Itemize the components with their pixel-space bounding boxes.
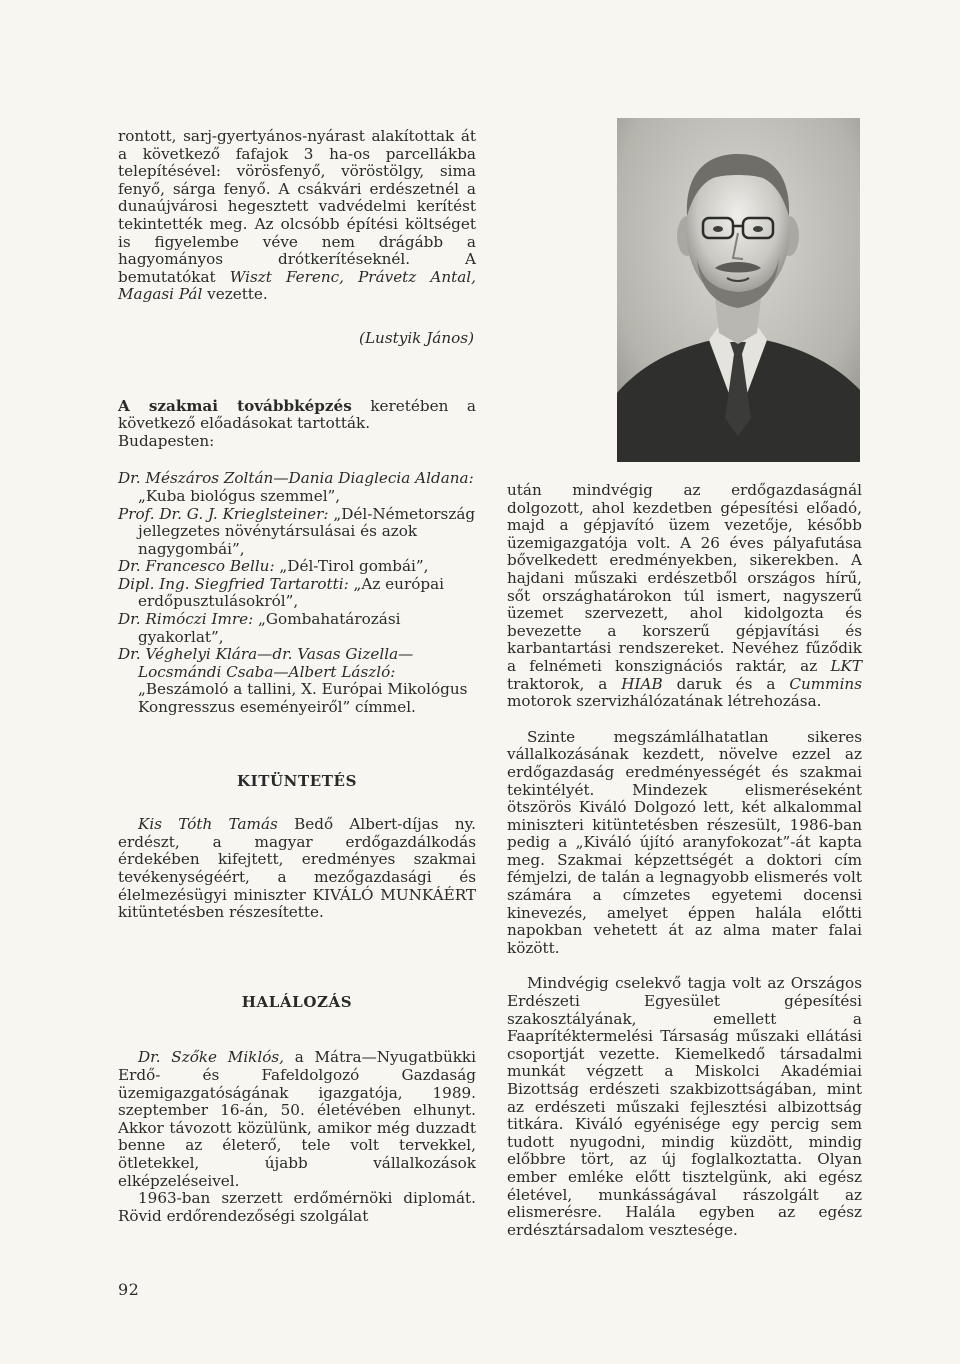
lecture-item [118,558,476,576]
presenter-names: Wiszt Ferenc, Právetz Antal, Magasi Pál [118,267,476,304]
lecture-title: „Beszámoló a tallini, X. Európai Mikológus Kongresszus eseményeiről” címmel. [138,680,468,717]
tribute-paragraph: Mindvégig cselekvő tagja volt az Országos Erdészeti Egyesület gépesítési szakosztályának, emellett a Faaprítéktermelési Társaság műszaki ellátási csoportját vezette. Kiemelkedő társadalmi munkát végzett a Miskolci Akadémiai Bizottság erdészeti szakbizottságában, mint az erdészeti műszaki fejlesztési albizottság titkára. Kiváló egyénisége egy percig sem tudott nyugodni, mindig küzdött, mindig előbbre tört, az új foglalkoztatta. Olyan ember emléke előtt tisztelgünk, aki egész életével, munkásságával rászolgált az elismerésre. Halála egyben az egész erdésztársadalom vesztesége. [507,974,862,1239]
lecture-speaker: Dr. Véghelyi Klára—dr. Vasas Gizella—Locsmándi Csaba—Albert László: [118,645,414,681]
lectures-city: Budapesten: [118,431,215,450]
lecture-title: „Az európai erdőpusztulásokról”, [138,574,444,611]
left-column [118,128,476,1225]
lecture-title: „Dél-Németország jellegzetes növénytársulásai és azok nagygombái”, [138,504,476,558]
lecture-title: „Dél-Tirol gombái”, [274,557,429,576]
achievements-paragraph: Szinte megszámlálhatatlan sikeres vállalkozásának kezdett, növelve ezzel az erdőgazdaság eredményességét és szakmai tekintélyét. Mindezek elismeréseként ötszörös Kiváló Dolgozó lett, két alkalommal miniszteri kitüntetésben részesült, 1986-ban pedig a „Kiváló újító aranyfokozat”-át kapta meg. Szakmai képzettségét a doktori cím fémjelzi, de talán a legnagyobb elismerés volt számára a címzetes egyetemi docensi kinevezés, amelyet éppen halála előtti napokban vehetett át az alma mater falai között. [507,727,862,957]
obituary-paragraph [118,1049,476,1190]
lecture-item [118,646,476,716]
lecture-item [118,576,476,611]
paragraph-visit [118,128,476,304]
lecture-item [118,506,476,559]
obituary-paragraph-2: 1963-ban szerzett erdőmérnöki diplomát. Rövid erdőrendezőségi szolgálat [118,1189,476,1225]
byline: (Lustyik János) [359,328,474,347]
lecture-item [118,611,476,646]
lectures-intro [118,398,476,451]
obituary-text: a Mátra—Nyugatbükki Erdő- és Fafeldolgozó Gazdaság üzemigazgatóságának igazgatója, 1989. szeptember 16-án, 50. életévében elhunyt. Akkor távozott közülünk, amikor még duzzadt benne az életerő, tele volt tervekkel, ötletekkel, újabb vállalkozások elképzeléseivel. [118,1048,476,1190]
obituary-name: Dr. Szőke Miklós, [138,1048,284,1067]
portrait-photo [617,118,860,462]
lecture-title: „Kuba biológus szemmel”, [138,486,341,505]
brand-lkt: LKT [830,656,862,675]
award-paragraph [118,816,476,922]
lecture-item [118,470,476,505]
brand-hiab: HIAB [621,674,663,693]
lecture-title: „Gombahatározási gyakorlat”, [138,610,401,646]
career-paragraph [507,482,862,711]
paragraph-text-end: vezette. [202,285,268,304]
award-text: Bedő Albert-díjas ny. erdészt, a magyar erdőgazdálkodás érdekében kifejtett, eredményes szakmai tevékenységéért, a mezőgazdasági és élelmezésügyi miniszter KIVÁLÓ MUNKÁÉRT kitüntetésben részesítette. [118,815,476,922]
paragraph-text: rontott, sarj-gyertyános-nyárast alakítottak át a következő fafajok 3 ha-os parcellákba telepítésével: vörösfenyő, vöröstölgy, sima fenyő, sárga fenyő. A csákvári erdészetnél a dunaújvárosi hegesztett vadvédelmi kerítést tekintették meg. Az olcsóbb építési költséget is figyelembe véve nem drágább a hagyományos drótkerítéseknél. A bemutatókat [118,127,476,286]
career-text: traktorok, a [507,674,622,693]
lectures-intro-bold: A szakmai továbbképzés [118,396,352,415]
lecture-speaker: Dr. Mészáros Zoltán—Dania Diaglecia Aldana: [118,469,474,488]
brand-cummins: Cummins [789,674,862,693]
lecture-list [118,470,476,716]
lectures-intro-text: keretében a következő előadásokat tartották. [118,396,476,433]
lecture-speaker: Prof. Dr. G. J. Krieglsteiner: [118,504,329,523]
page-number: 92 [118,1280,140,1299]
career-text: daruk és a [662,674,790,693]
career-text: után mindvégig az erdőgazdaságnál dolgozott, ahol kezdetben gépesítési előadó, majd a gépjavító üzem vezetője, később üzemigazgatója volt. A 26 éves pályafutása bővelkedett eredményekben, sikerekben. A hajdani műszaki erdészetből országos hírű, sőt országhatárokon túl ismert, nagyszerű üzemet szervezett, ahol kidolgozta és bevezette a korszerű gépjavítási és karbantartási rendszereket. Nevéhez fűződik a felnémeti konszignációs raktár, az [507,481,862,675]
lecture-speaker: Dr. Francesco Bellu: [118,557,275,576]
award-recipient: Kis Tóth Tamás [138,815,278,834]
lecture-speaker: Dipl. Ing. Siegfried Tartarotti: [118,574,349,593]
obituary-heading: HALÁLOZÁS [241,992,353,1011]
career-text: motorok szervizhálózatának létrehozása. [507,692,822,711]
award-heading: KITÜNTETÉS [236,771,358,790]
right-column [507,482,862,1239]
lecture-speaker: Dr. Rimóczi Imre: [118,610,254,629]
